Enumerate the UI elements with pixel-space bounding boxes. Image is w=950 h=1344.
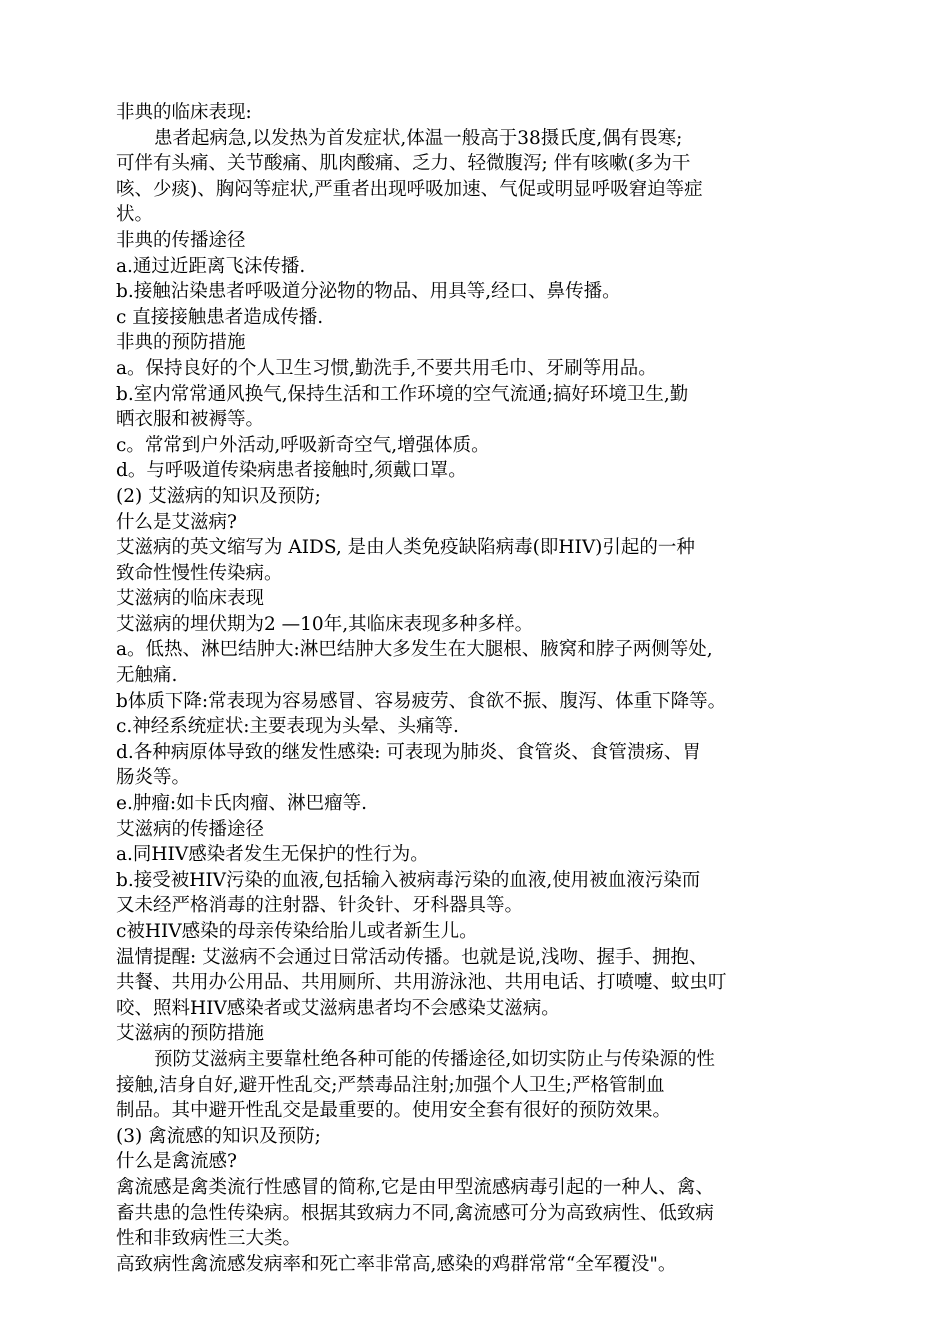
text-line: c.神经系统症状:主要表现为头晕、头痛等.: [116, 716, 459, 738]
text-line: a。保持良好的个人卫生习惯,勤洗手,不要共用毛巾、牙刷等用品。: [116, 357, 657, 379]
text-line: 什么是禽流感?: [116, 1151, 237, 1173]
text-line: 接触,洁身自好,避开性乱交;严禁毒品注射;加强个人卫生;严格管制血: [116, 1074, 665, 1096]
text-line: 晒衣服和被褥等。: [116, 409, 265, 431]
text-line: c 直接接触患者造成传播.: [116, 306, 324, 328]
text-line: a。低热、淋巴结肿大:淋巴结肿大多发生在大腿根、腋窝和脖子两侧等处,: [116, 639, 713, 661]
text-line: 共餐、共用办公用品、共用厕所、共用游泳池、共用电话、打喷嚏、蚊虫叮: [116, 972, 727, 994]
text-line: 非典的临床表现:: [116, 102, 252, 123]
text-line: 高致病性禽流感发病率和死亡率非常高,感染的鸡群常常“全军覆没"。: [116, 1253, 677, 1275]
text-line: 艾滋病的英文缩写为 AIDS, 是由人类免疫缺陷病毒(即HIV)引起的一种: [116, 537, 695, 559]
document-page: [116, 100, 876, 1277]
text-line: b.接触沾染患者呼吸道分泌物的物品、用具等,经口、鼻传播。: [116, 281, 621, 303]
text-line: e.肿瘤:如卡氏肉瘤、淋巴瘤等.: [116, 793, 367, 815]
text-line: c被HIV感染的母亲传染给胎儿或者新生儿。: [116, 921, 478, 942]
text-line: 艾滋病的预防措施: [116, 1023, 265, 1045]
text-line: c。常常到户外活动,呼吸新奇空气,增强体质。: [116, 434, 490, 456]
text-line: d.各种病原体导致的继发性感染: 可表现为肺炎、食管炎、食管溃疡、胃: [116, 741, 701, 763]
text-line: 性和非致病性三大类。: [116, 1228, 302, 1250]
text-line: 畜共患的急性传染病。根据其致病力不同,禽流感可分为高致病性、低致病: [116, 1202, 714, 1224]
text-line: 艾滋病的埋伏期为2 —10年,其临床表现多种多样。: [116, 613, 534, 635]
text-line: a.同HIV感染者发生无保护的性行为。: [116, 844, 429, 866]
text-line: (2) 艾滋病的知识及预防;: [116, 485, 321, 507]
text-line: 咳、少痰)、胸闷等症状,严重者出现呼吸加速、气促或明显呼吸窘迫等症: [116, 178, 703, 200]
text-line: 制品。其中避开性乱交是最重要的。使用安全套有很好的预防效果。: [116, 1100, 672, 1122]
text-line: 温情提醒: 艾滋病不会通过日常活动传播。也就是说,浅吻、握手、拥抱、: [116, 946, 708, 968]
text-line: 预防艾滋病主要靠杜绝各种可能的传播途径,如切实防止与传染源的性: [154, 1048, 715, 1070]
text-line: 非典的预防措施: [116, 332, 246, 354]
text-line: 禽流感是禽类流行性感冒的简称,它是由甲型流感病毒引起的一种人、禽、: [116, 1176, 714, 1198]
text-line: a.通过近距离飞沫传播.: [116, 255, 306, 277]
text-line: 艾滋病的传播途径: [116, 818, 265, 840]
text-line: (3) 禽流感的知识及预防;: [116, 1125, 321, 1147]
text-line: d。与呼吸道传染病患者接触时,须戴口罩。: [116, 460, 467, 482]
text-line: 非典的传播途径: [116, 229, 246, 251]
text-line: b.接受被HIV污染的血液,包括输入被病毒污染的血液,使用被血液污染而: [116, 869, 701, 891]
text-line: 可伴有头痛、关节酸痛、肌肉酸痛、乏力、轻微腹泻; 伴有咳嗽(多为干: [116, 153, 691, 175]
text-line: 患者起病急,以发热为首发症状,体温一般高于38摄氏度,偶有畏寒;: [154, 127, 683, 149]
text-line: 艾滋病的临床表现: [116, 588, 265, 610]
text-line: 无触痛.: [116, 665, 178, 687]
text-line: b体质下降:常表现为容易感冒、容易疲劳、食欲不振、腹泻、体重下降等。: [116, 690, 727, 712]
text-line: 咬、照料HIV感染者或艾滋病患者均不会感染艾滋病。: [116, 997, 560, 1019]
text-line: 什么是艾滋病?: [116, 511, 237, 533]
text-line: b.室内常常通风换气,保持生活和工作环境的空气流通;搞好环境卫生,勤: [116, 383, 689, 405]
text-line: 状。: [116, 204, 154, 226]
text-line: 又未经严格消毒的注射器、针灸针、牙科器具等。: [116, 895, 524, 917]
text-line: 致命性慢性传染病。: [116, 562, 283, 584]
text-line: 肠炎等。: [116, 767, 191, 789]
